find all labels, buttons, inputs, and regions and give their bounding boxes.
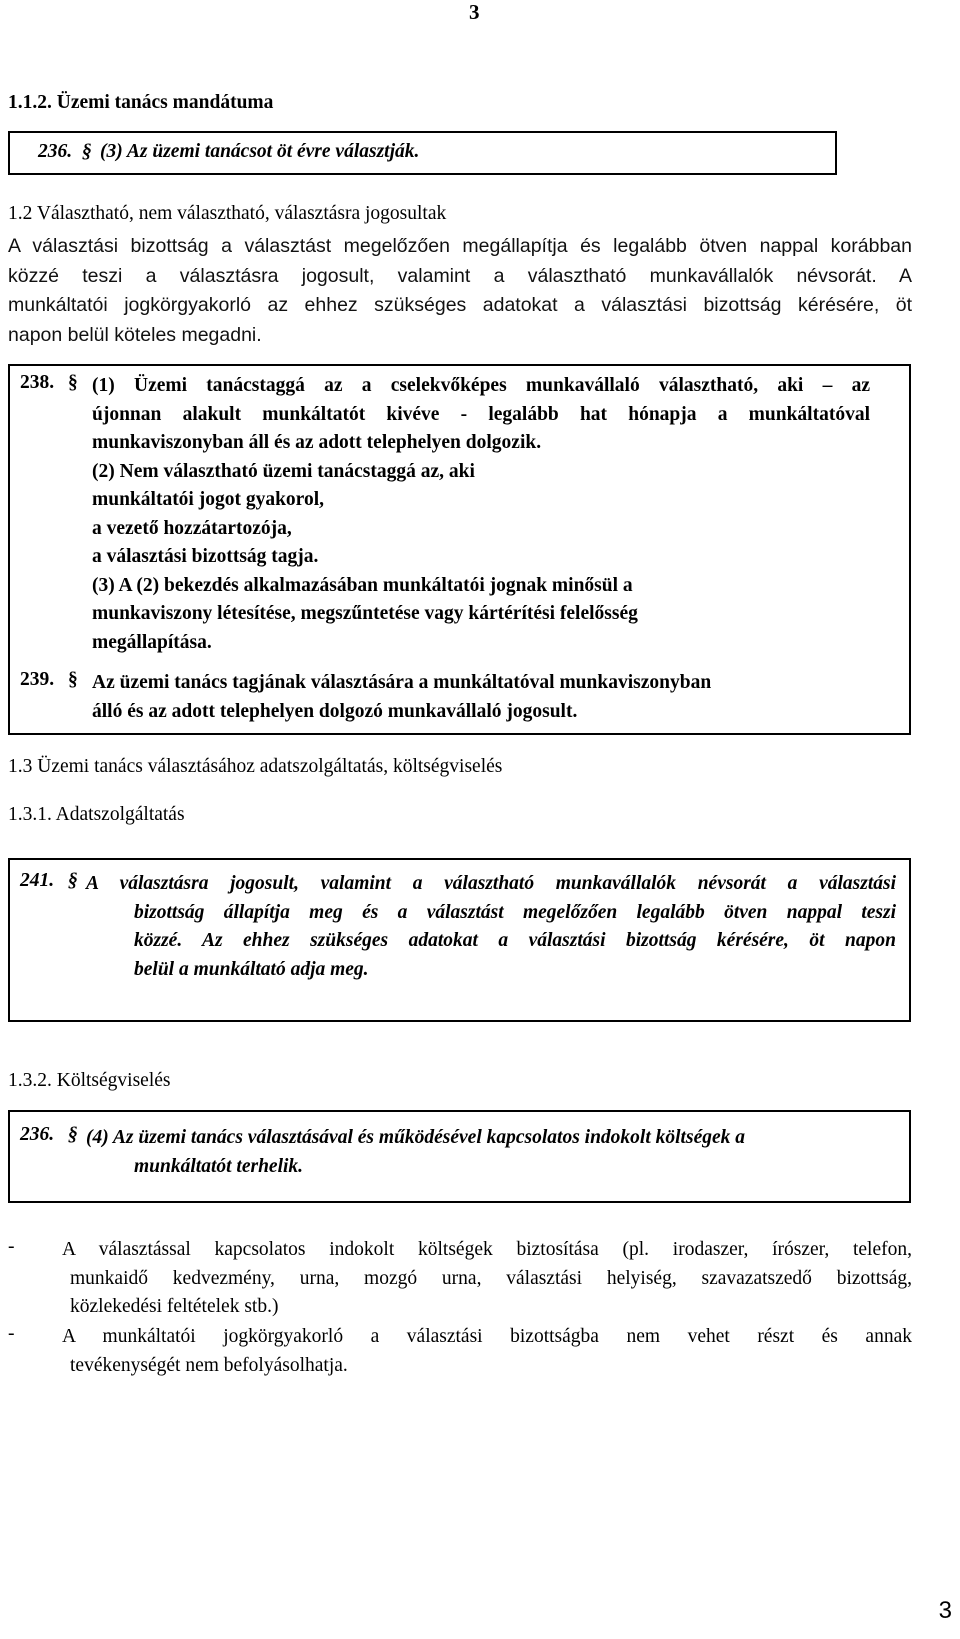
law-line: álló és az adott telephelyen dolgozó munkavállaló jogosult. bbox=[92, 700, 578, 722]
law-line: (2) Nem választható üzemi tanácstaggá az, aki bbox=[92, 460, 475, 482]
law-quote-box-238-239 bbox=[8, 364, 911, 735]
section-heading-1-3-1: 1.3.1. Adatszolgáltatás bbox=[8, 804, 185, 825]
law-line: munkáltatót terhelik. bbox=[134, 1155, 304, 1177]
cost-bullet-list bbox=[8, 1236, 912, 1383]
paragraph-number: 236. bbox=[38, 141, 73, 162]
section-symbol: § bbox=[68, 1124, 78, 1145]
law-quote-box-236-4 bbox=[8, 1110, 911, 1203]
list-item bbox=[8, 1323, 912, 1383]
bullet-dash: - bbox=[8, 1236, 15, 1257]
section-1-2-paragraph bbox=[8, 232, 912, 350]
paragraph-line: A választási bizottság a választást megelőzően megállapítja és legalább ötven nappal korábban bbox=[8, 235, 912, 257]
law-line: közzé. Az ehhez szükséges adatokat a választási bizottság kérésére, öt napon bbox=[134, 930, 896, 951]
law-line: belül a munkáltató adja meg. bbox=[134, 958, 369, 980]
law-238-text bbox=[92, 372, 870, 657]
paragraph-number: 236. bbox=[20, 1124, 55, 1145]
section-symbol: § bbox=[68, 669, 78, 690]
law-241-text bbox=[86, 870, 896, 984]
section-symbol: § bbox=[82, 141, 92, 162]
list-item bbox=[8, 1236, 912, 1323]
law-line: (4) Az üzemi tanács választásával és működésével kapcsolatos indokolt költségek a bbox=[86, 1127, 746, 1148]
page-number-bottom: 3 bbox=[938, 1597, 952, 1624]
law-line: munkaviszonyban áll és az adott telephelyen dolgozik. bbox=[92, 432, 542, 453]
law-line: a vezető hozzátartozója, bbox=[92, 517, 292, 539]
law-236-4-text bbox=[86, 1124, 896, 1181]
bullet-text bbox=[62, 1236, 912, 1322]
bullet-text bbox=[62, 1323, 912, 1380]
law-239-text bbox=[92, 669, 882, 726]
page-number-top: 3 bbox=[469, 0, 480, 24]
paragraph-number: 239. bbox=[20, 669, 55, 690]
paragraph-number: 238. bbox=[20, 372, 55, 393]
section-heading-1-3-2: 1.3.2. Költségviselés bbox=[8, 1070, 171, 1091]
section-symbol: § bbox=[68, 372, 78, 393]
law-line: munkaviszony létesítése, megszűntetése vagy kártérítési felelősség bbox=[92, 603, 638, 624]
bullet-line: A választással kapcsolatos indokolt költségek biztosítása (pl. irodaszer, írószer, telefon, bbox=[62, 1239, 912, 1260]
section-heading-1-3: 1.3 Üzemi tanács választásához adatszolgáltatás, költségviselés bbox=[8, 756, 503, 777]
section-symbol: § bbox=[68, 870, 78, 891]
law-line: bizottság állapítja meg és a választást megelőzően legalább ötven nappal teszi bbox=[134, 901, 896, 923]
paragraph-line: közzé teszi a választásra jogosult, valamint a választható munkavállalók névsorát. A bbox=[8, 264, 912, 287]
bullet-line: munkaidő kedvezmény, urna, mozgó urna, választási helyiség, szavazatszedő bizottság, bbox=[70, 1267, 912, 1289]
bullet-dash: - bbox=[8, 1323, 15, 1344]
bullet-line: tevékenységét nem befolyásolhatja. bbox=[70, 1354, 348, 1376]
law-quote-box-241 bbox=[8, 858, 911, 1022]
law-line: munkáltatói jogot gyakorol, bbox=[92, 489, 325, 510]
bullet-line: közlekedési feltételek stb.) bbox=[70, 1296, 279, 1317]
law-line: a választási bizottság tagja. bbox=[92, 546, 319, 567]
section-heading-1-1-2: 1.1.2. Üzemi tanács mandátuma bbox=[8, 92, 274, 113]
law-line: megállapítása. bbox=[92, 631, 212, 653]
law-text: (3) Az üzemi tanácsot öt évre választják. bbox=[100, 141, 420, 162]
law-line: (1) Üzemi tanácstaggá az a cselekvőképes munkavállaló választható, aki – az bbox=[92, 375, 870, 396]
law-line: (3) A (2) bekezdés alkalmazásában munkáltatói jognak minősül a bbox=[92, 574, 633, 596]
section-heading-1-2: 1.2 Választható, nem választható, választásra jogosultak bbox=[8, 203, 447, 224]
paragraph-line: munkáltatói jogkörgyakorló az ehhez szükséges adatokat a választási bizottság kérésére, öt bbox=[8, 294, 912, 316]
law-line: A választásra jogosult, valamint a választható munkavállalók névsorát a választási bbox=[86, 873, 896, 894]
law-line: újonnan alakult munkáltatót kivéve - legalább hat hónapja a munkáltatóval bbox=[92, 403, 870, 425]
paragraph-line: napon belül köteles megadni. bbox=[8, 323, 262, 346]
paragraph-number: 241. bbox=[20, 870, 55, 891]
law-line: Az üzemi tanács tagjának választására a munkáltatóval munkaviszonyban bbox=[92, 672, 712, 693]
bullet-line: A munkáltatói jogkörgyakorló a választási bizottságba nem vehet részt és annak bbox=[62, 1326, 912, 1347]
law-quote-box-236-3 bbox=[8, 131, 837, 175]
